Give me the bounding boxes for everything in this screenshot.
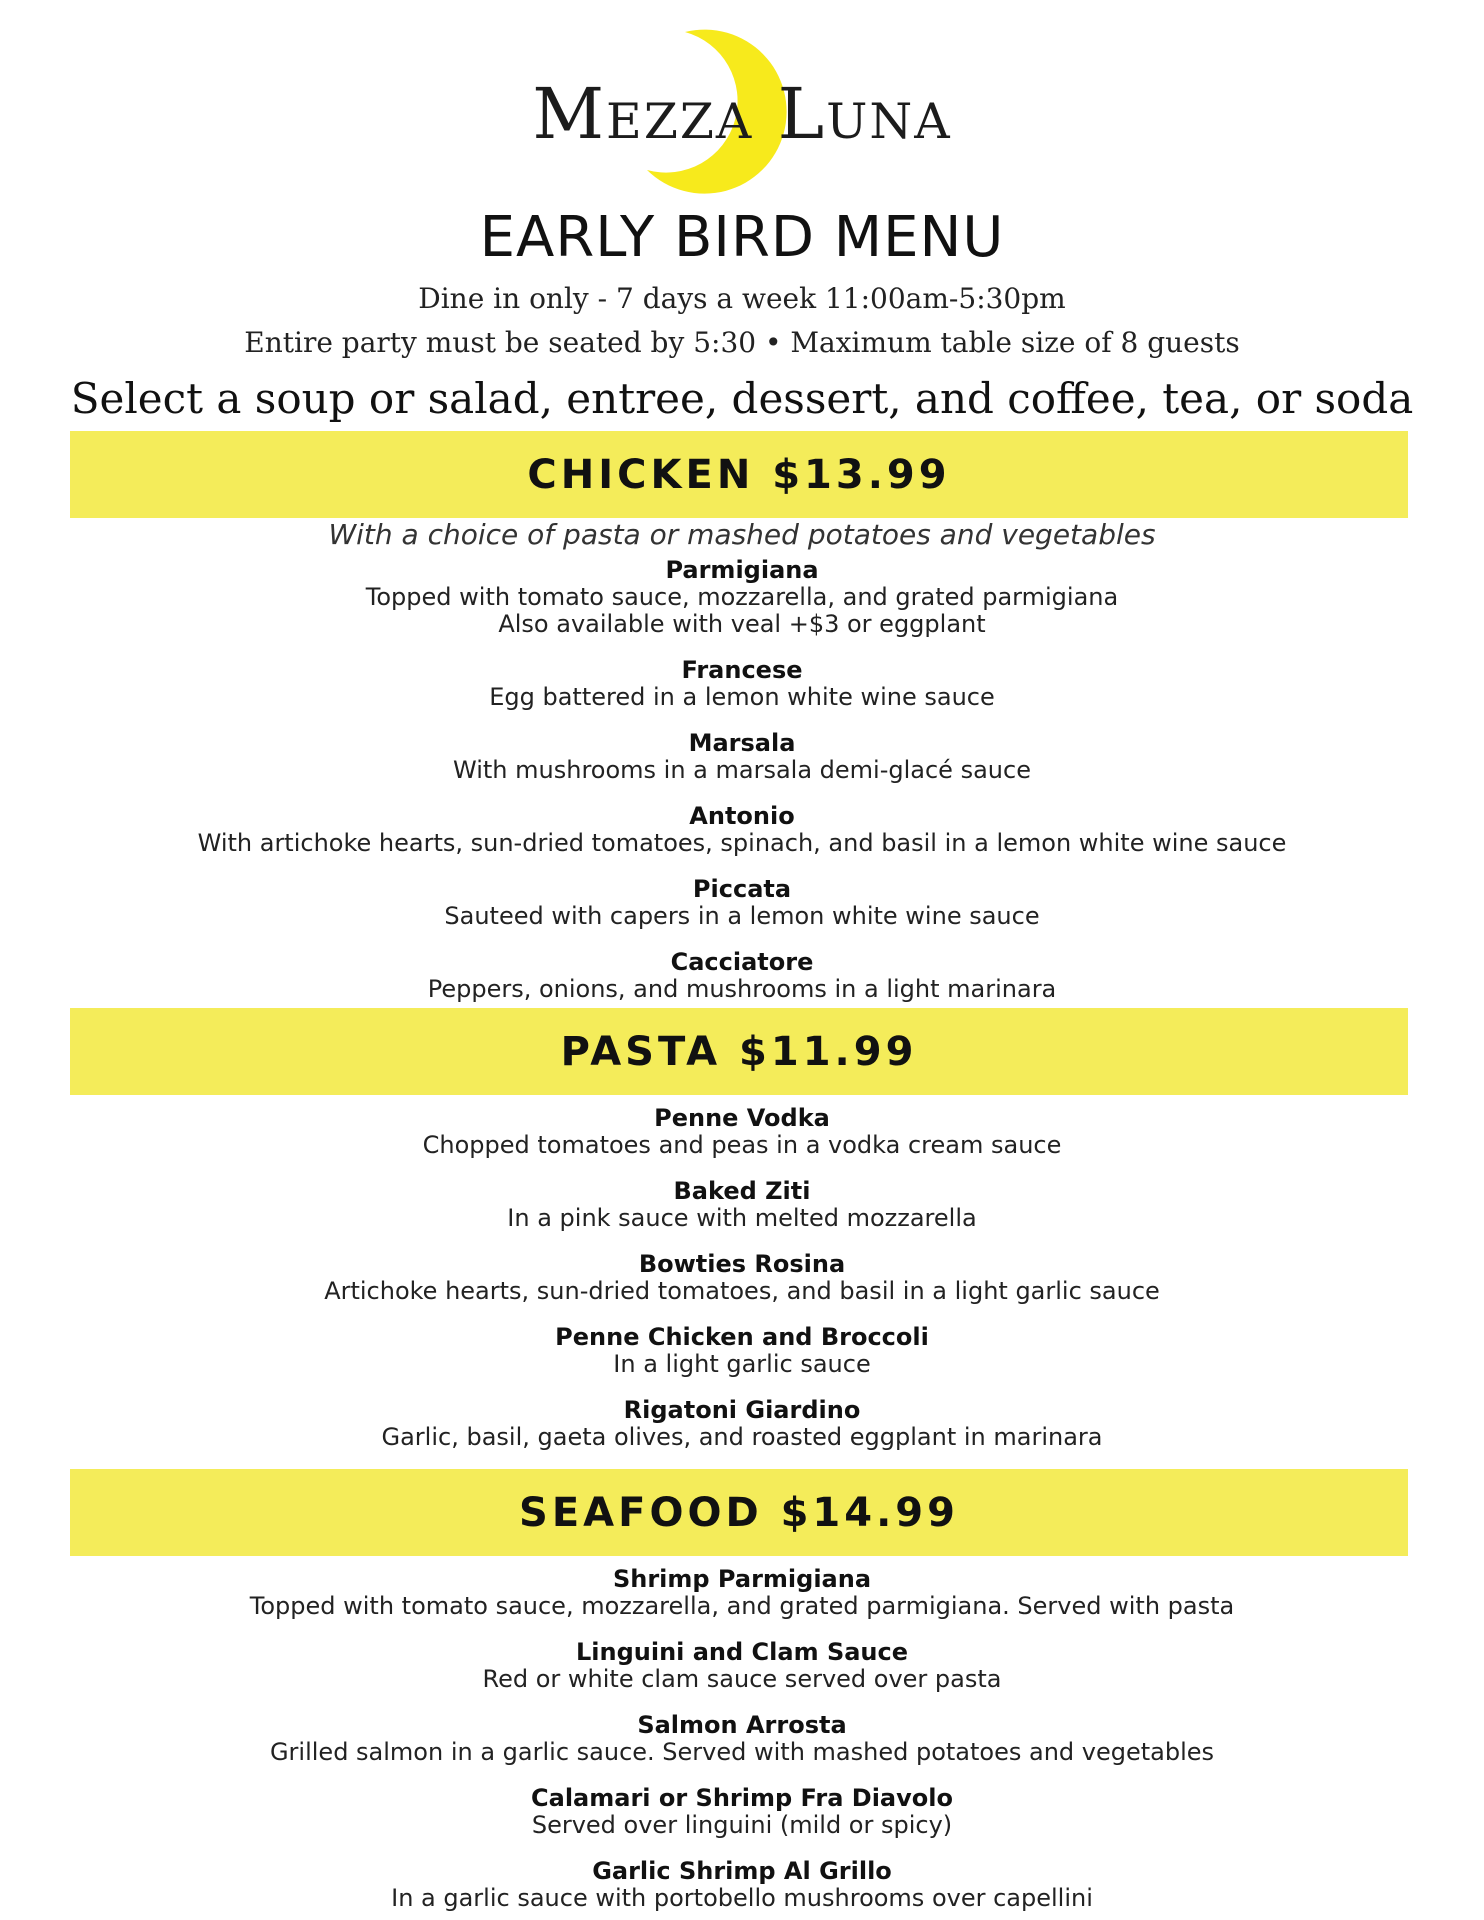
- logo-word-mezza: Mezza: [532, 73, 754, 155]
- menu-item-description: Garlic, basil, gaeta olives, and roasted eggplant in marinara: [381, 1423, 1103, 1451]
- menu-item: [0, 1857, 1484, 1912]
- menu-item-description: In a light garlic sauce: [613, 1350, 871, 1378]
- menu-item: [0, 1104, 1484, 1159]
- menu-item: [0, 948, 1484, 1003]
- menu-item-description: Served over linguini (mild or spicy): [531, 1811, 953, 1839]
- menu-item-name: Parmigiana: [665, 556, 819, 584]
- menu-item-description: Topped with tomato sauce, mozzarella, and grated parmigiana: [365, 583, 1119, 611]
- menu-item-description: Topped with tomato sauce, mozzarella, and grated parmigiana. Served with pasta: [249, 1592, 1235, 1620]
- section-title-pasta: PASTA $11.99: [560, 1028, 918, 1075]
- menu-item: [0, 1638, 1484, 1693]
- menu-item-name: Shrimp Parmigiana: [612, 1565, 872, 1593]
- selection-instructions: Select a soup or salad, entree, dessert, and coffee, tea, or soda: [70, 374, 1414, 423]
- menu-item-name: Francese: [681, 656, 803, 684]
- restaurant-logo: [0, 28, 1484, 198]
- menu-item: [0, 1711, 1484, 1766]
- section-title-chicken: CHICKEN $13.99: [527, 451, 951, 498]
- logo-wordmark: [0, 73, 1484, 155]
- menu-item: [0, 729, 1484, 784]
- menu-item-description: Peppers, onions, and mushrooms in a light marinara: [427, 975, 1057, 1003]
- menu-item: [0, 802, 1484, 857]
- menu-item-description: With mushrooms in a marsala demi-glacé sauce: [453, 756, 1031, 784]
- menu-item-description-extra: Also available with veal +$3 or eggplant: [498, 610, 986, 638]
- section-title-seafood: SEAFOOD $14.99: [519, 1489, 959, 1536]
- menu-item-name: Penne Vodka: [654, 1104, 830, 1132]
- menu-item-description: Grilled salmon in a garlic sauce. Served with mashed potatoes and vegetables: [269, 1738, 1215, 1766]
- section-header-chicken: [70, 431, 1408, 518]
- menu-item-description: Artichoke hearts, sun-dried tomatoes, and basil in a light garlic sauce: [324, 1277, 1160, 1305]
- page-title: EARLY BIRD MENU: [479, 205, 1005, 270]
- menu-item-name: Rigatoni Giardino: [623, 1396, 861, 1424]
- menu-item-description: Red or white clam sauce served over pasta: [482, 1665, 1002, 1693]
- menu-item: [0, 656, 1484, 711]
- menu-item-description: Sauteed with capers in a lemon white wine sauce: [444, 902, 1040, 930]
- menu-item-description: In a garlic sauce with portobello mushrooms over capellini: [391, 1884, 1093, 1912]
- menu-item-name: Penne Chicken and Broccoli: [555, 1323, 929, 1351]
- menu-item-name: Linguini and Clam Sauce: [575, 1638, 909, 1666]
- menu-item-description: With artichoke hearts, sun-dried tomatoes, spinach, and basil in a lemon white wine sauce: [197, 829, 1287, 857]
- menu-item: [0, 1177, 1484, 1232]
- menu-item: [0, 1784, 1484, 1839]
- logo-word-luna: Luna: [777, 73, 952, 155]
- hours-line: Dine in only - 7 days a week 11:00am-5:30pm: [418, 282, 1066, 315]
- menu-item: [0, 875, 1484, 930]
- menu-item-description: In a pink sauce with melted mozzarella: [507, 1204, 977, 1232]
- menu-item-name: Calamari or Shrimp Fra Diavolo: [531, 1784, 953, 1812]
- menu-item-name: Salmon Arrosta: [637, 1711, 847, 1739]
- menu-item-name: Baked Ziti: [673, 1177, 811, 1205]
- menu-item: [0, 1323, 1484, 1378]
- menu-item-name: Piccata: [692, 875, 792, 903]
- menu-item-name: Antonio: [689, 802, 795, 830]
- menu-item: [0, 1396, 1484, 1451]
- menu-item-name: Cacciatore: [670, 948, 814, 976]
- section-header-seafood: [70, 1469, 1408, 1556]
- menu-item: [0, 556, 1484, 638]
- seating-policy-line: Entire party must be seated by 5:30 • Maximum table size of 8 guests: [244, 326, 1240, 359]
- menu-item-name: Garlic Shrimp Al Grillo: [592, 1857, 892, 1885]
- chicken-side-note: With a choice of pasta or mashed potatoes and vegetables: [328, 518, 1156, 551]
- menu-item-description: Chopped tomatoes and peas in a vodka cream sauce: [422, 1131, 1062, 1159]
- menu-item: [0, 1250, 1484, 1305]
- menu-item: [0, 1565, 1484, 1620]
- menu-item-name: Bowties Rosina: [638, 1250, 846, 1278]
- menu-item-name: Marsala: [688, 729, 796, 757]
- section-header-pasta: [70, 1008, 1408, 1095]
- menu-item-description: Egg battered in a lemon white wine sauce: [489, 683, 995, 711]
